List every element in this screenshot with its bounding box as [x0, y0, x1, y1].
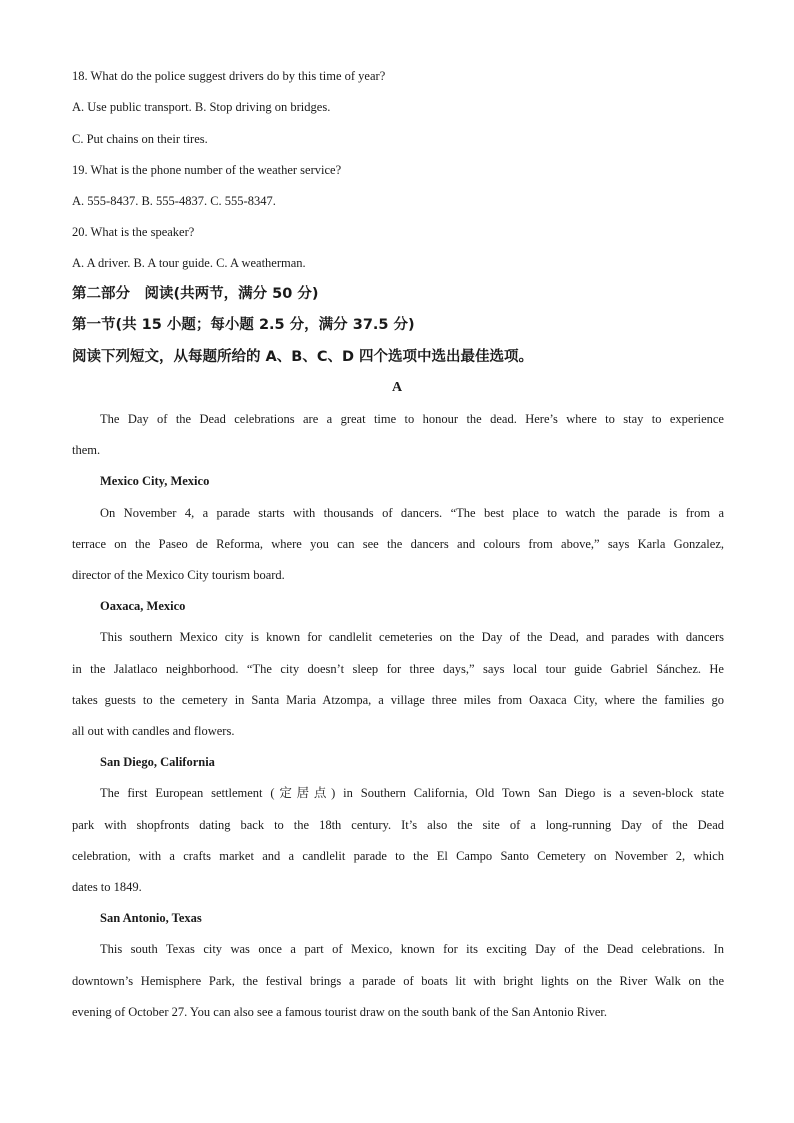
sandiego-line-3: celebration, with a crafts market and a candlelit parade to the El Campo Santo Cemetery on November 2, which — [72, 849, 724, 863]
oaxaca-line-2: in the Jalatlaco neighborhood. “The city doesn’t sleep for three days,” says local tour guide Gabriel Sánchez. He — [72, 662, 724, 676]
heading-san-antonio: San Antonio, Texas — [100, 911, 202, 925]
mexico-line-3: director of the Mexico City tourism board. — [72, 568, 285, 582]
intro-line-2: them. — [72, 443, 101, 457]
passage-label: A — [391, 380, 403, 395]
question-18-option-c: C. Put chains on their tires. — [72, 132, 208, 146]
heading-san-diego: San Diego, California — [100, 755, 215, 769]
oaxaca-line-3: takes guests to the cemetery in Santa Maria Atzompa, a village three miles from Oaxaca City, where the families go — [72, 693, 724, 707]
oaxaca-line-1: This southern Mexico city is known for candlelit cemeteries on the Day of the Dead, and parades with dancers — [100, 630, 724, 644]
question-18-options-ab: A. Use public transport. B. Stop driving on bridges. — [72, 100, 331, 114]
sandiego-line-4: dates to 1849. — [72, 880, 142, 894]
sandiego-line-1: The first European settlement (定居点) in Southern California, Old Town San Diego is a seven-block state — [100, 786, 724, 800]
heading-oaxaca: Oaxaca, Mexico — [100, 599, 186, 613]
mexico-line-1: On November 4, a parade starts with thousands of dancers. “The best place to watch the parade is from a — [100, 506, 724, 520]
intro-line-1: The Day of the Dead celebrations are a great time to honour the dead. Here’s where to stay to experience — [100, 412, 724, 426]
part2-heading: 第二部分 阅读(共两节，满分 50 分) — [72, 286, 319, 302]
oaxaca-line-4: all out with candles and flowers. — [72, 724, 235, 738]
question-20-options: A. A driver. B. A tour guide. C. A weatherman. — [72, 256, 306, 270]
section1-heading: 第一节(共 15 小题；每小题 2.5 分，满分 37.5 分) — [72, 317, 415, 333]
sanantonio-line-1: This south Texas city was once a part of Mexico, known for its exciting Day of the Dead celebrations. In — [100, 942, 724, 956]
sandiego-line-2: park with shopfronts dating back to the 18th century. It’s also the site of a long-running Day of the Dead — [72, 818, 724, 832]
question-19-options: A. 555-8437. B. 555-4837. C. 555-8347. — [72, 194, 276, 208]
heading-mexico-city: Mexico City, Mexico — [100, 474, 210, 488]
question-19: 19. What is the phone number of the weather service? — [72, 163, 342, 177]
question-18: 18. What do the police suggest drivers do by this time of year? — [72, 69, 386, 83]
question-20: 20. What is the speaker? — [72, 225, 195, 239]
mexico-line-2: terrace on the Paseo de Reforma, where you can see the dancers and colours from above,” says Karla Gonzalez, — [72, 537, 724, 551]
sanantonio-line-2: downtown’s Hemisphere Park, the festival brings a parade of boats lit with bright lights on the River Walk on the — [72, 974, 724, 988]
reading-instruction: 阅读下列短文，从每题所给的 A、B、C、D 四个选项中选出最佳选项。 — [72, 349, 534, 365]
sanantonio-line-3: evening of October 27. You can also see a famous tourist draw on the south bank of the San Antonio River. — [72, 1005, 607, 1019]
